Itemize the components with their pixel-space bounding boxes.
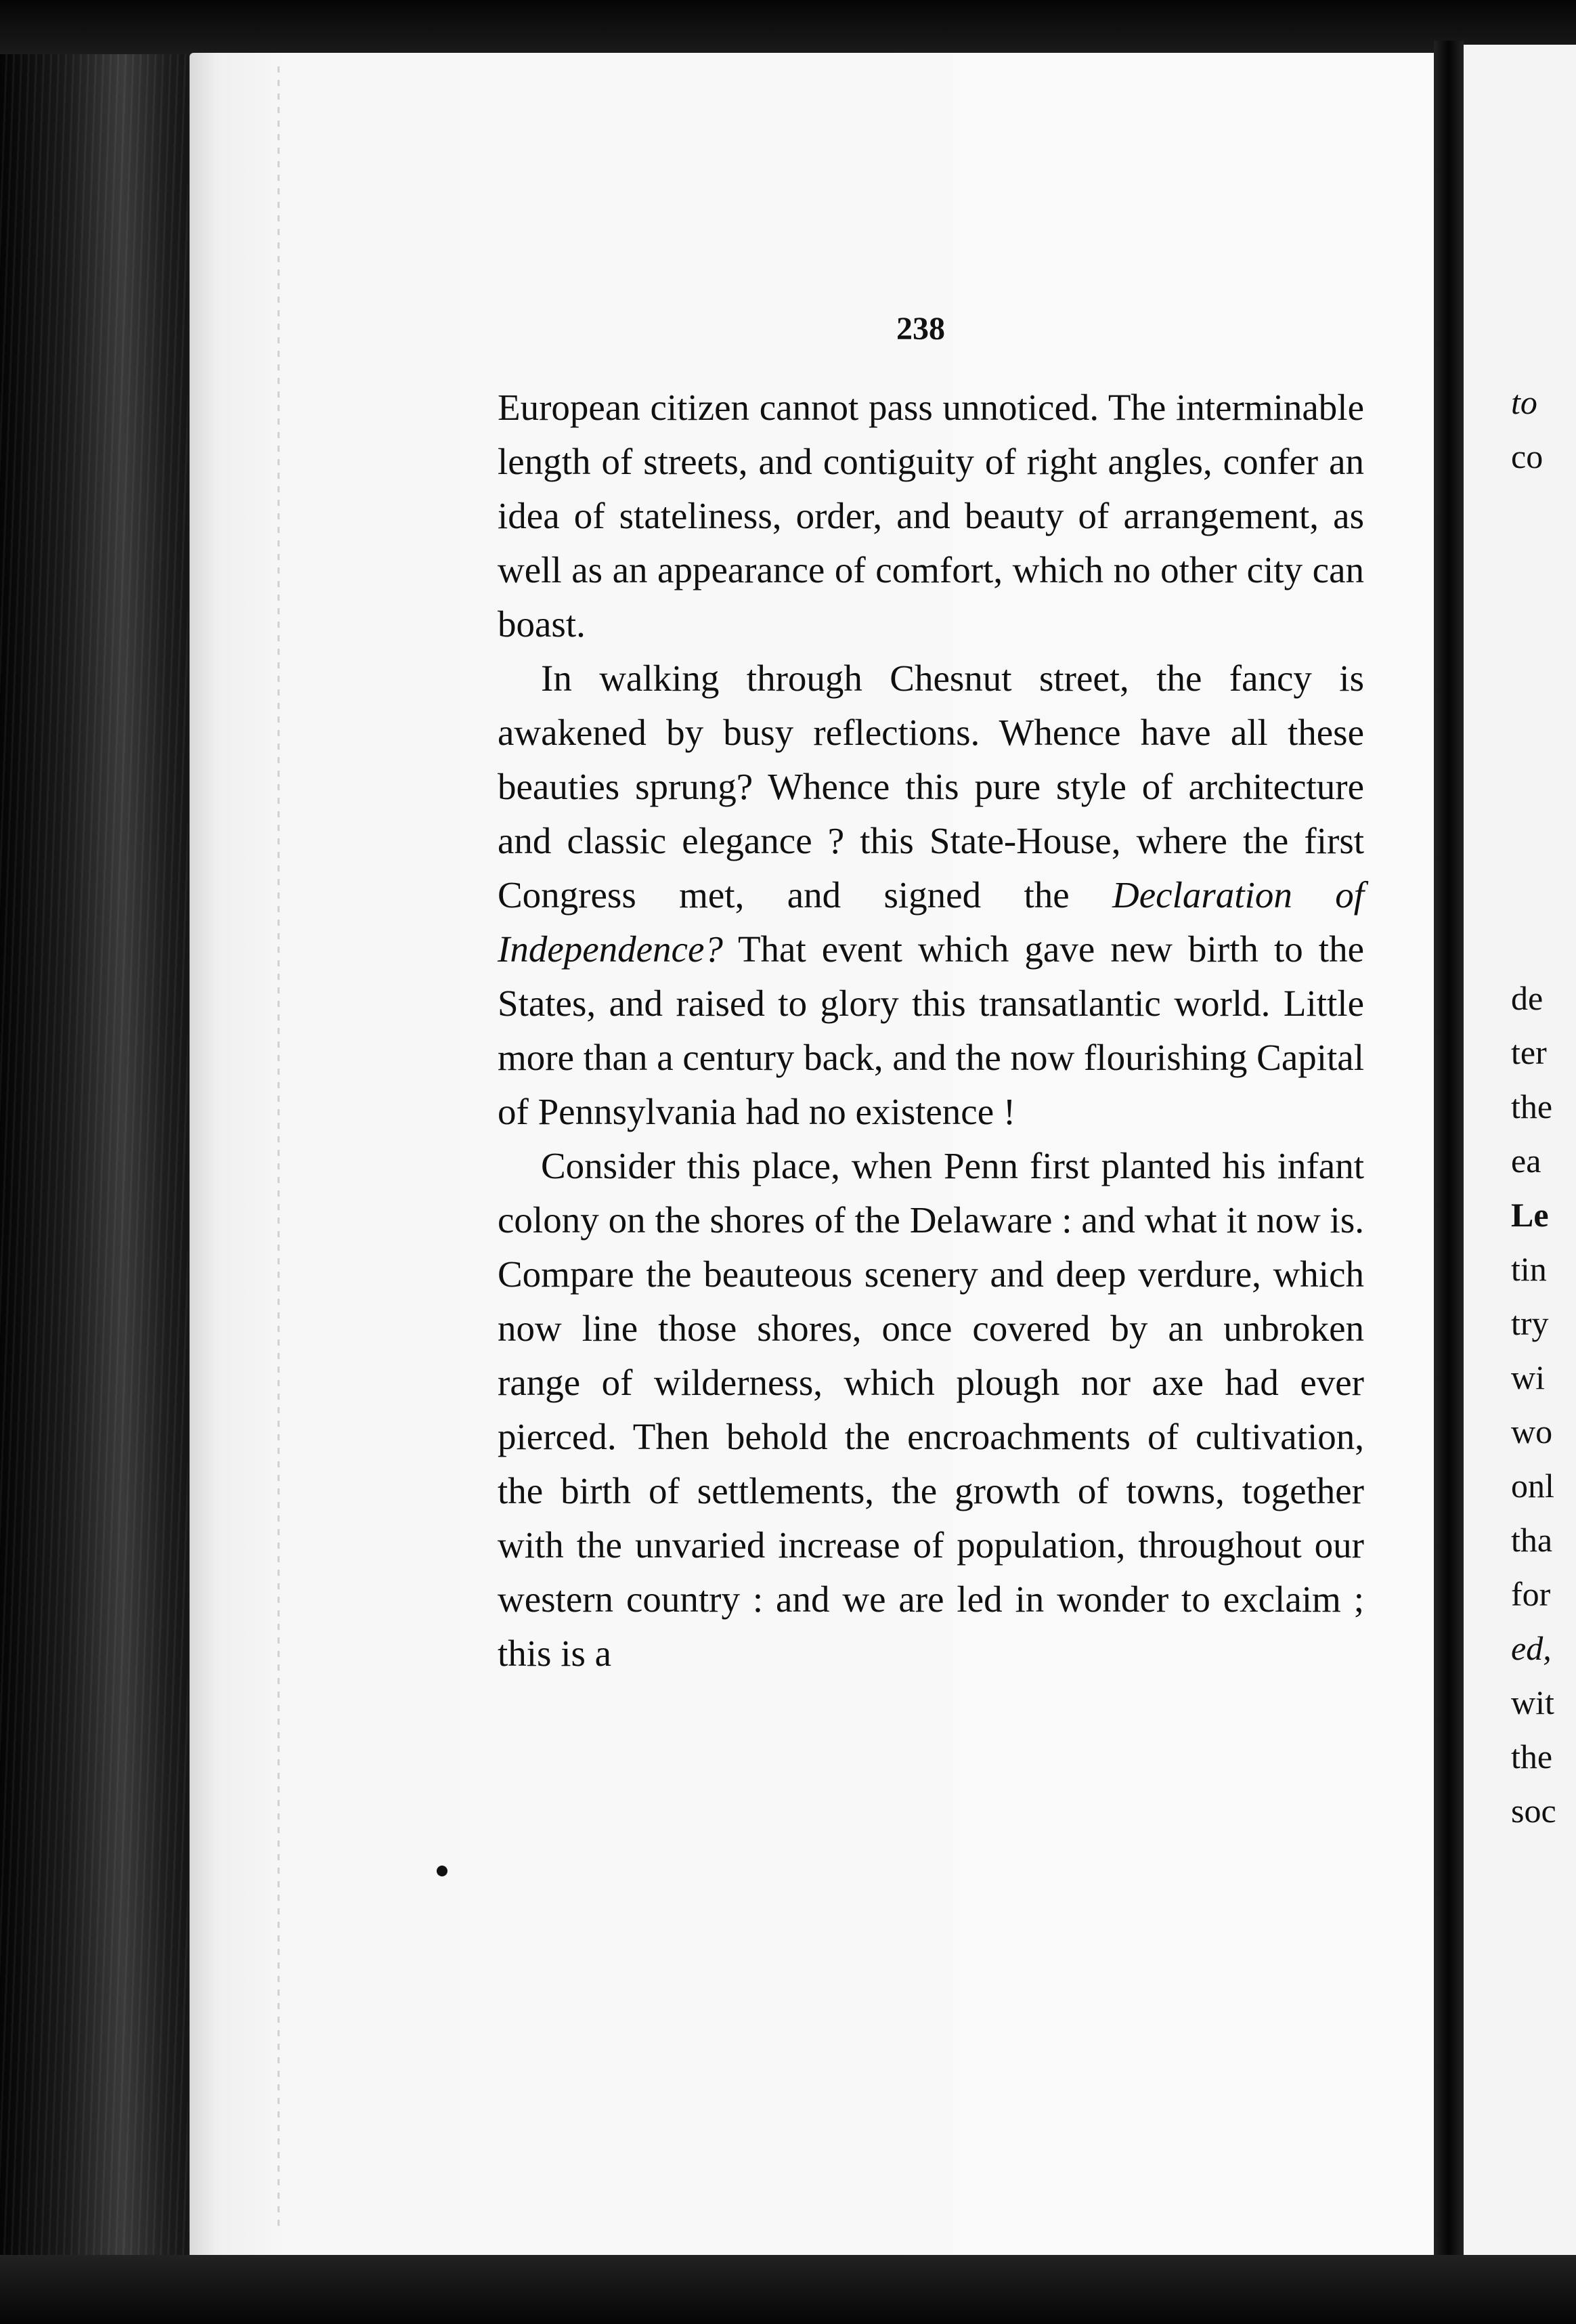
page-number: 238 [896, 311, 945, 347]
right-page-fragment: co [1511, 437, 1544, 475]
right-page-fragment: for [1511, 1575, 1551, 1613]
book-gutter [1434, 41, 1464, 2275]
paragraph-2-italic-title: Declaration of Independence? [498, 874, 1364, 970]
scan-top-border [0, 0, 1576, 54]
right-page-fragment: de [1511, 979, 1544, 1017]
right-page-fragment: tin [1511, 1250, 1547, 1288]
right-page-fragment: Le [1511, 1196, 1549, 1234]
page-body-text [498, 381, 1364, 1681]
right-page-fragment: wit [1511, 1683, 1554, 1721]
paragraph-1 [498, 381, 1364, 651]
right-page-fragment: the [1511, 1738, 1553, 1776]
paragraph-3-text: Consider this place, when Penn first planted his infant colony on the shores of the Delaware : and what it now is. Compare the beauteous scenery and deep verdure, which now line those shores, once covered by an unbroken range of wilderness, which plough nor axe had ever pierced. Then behold the encroachments of cultivation, the birth of settlements, the growth of towns, together with the unvaried increase of population, throughout our western country : and we are led in wonder to exclaim ; this is a [498, 1145, 1364, 1674]
scan-bottom-border [0, 2255, 1576, 2324]
right-page-fragment: ea [1511, 1142, 1541, 1180]
right-page-fragment: wi [1511, 1358, 1545, 1396]
right-page-fragment: onl [1511, 1467, 1554, 1505]
right-page-fragment: the [1511, 1088, 1553, 1125]
ink-spot [437, 1866, 447, 1876]
right-page-fragment: ed, [1511, 1629, 1552, 1667]
right-page-fragment: try [1511, 1304, 1549, 1342]
paragraph-2-text-before: In walking through Chesnut street, the fancy is awakened by busy reflections. Whence have all these beauties sprung? Whence this pure style of architecture and classic elegance ? this State-House, where the first Congress met, and signed the [498, 658, 1364, 916]
right-page-fragment: ter [1511, 1033, 1547, 1071]
paragraph-2 [498, 651, 1364, 1139]
paragraph-3 [498, 1139, 1364, 1681]
right-page-fragment: soc [1511, 1792, 1556, 1830]
right-page-fragment: tha [1511, 1521, 1553, 1559]
paragraph-1-text: European citizen cannot pass unnoticed. The interminable length of streets, and contiguity of right angles, confer an idea of stateliness, order, and beauty of arrangement, as well as an appearance of comfort, which no other city can boast. [498, 387, 1364, 645]
paragraph-2-text-after: That event which gave new birth to the States, and raised to glory this transatlantic world. Little more than a century back, and the now flourishing Capital of Pennsylvania had no existence ! [498, 928, 1364, 1132]
right-page-fragment: to [1511, 383, 1537, 421]
right-page-fragment: wo [1511, 1413, 1553, 1450]
